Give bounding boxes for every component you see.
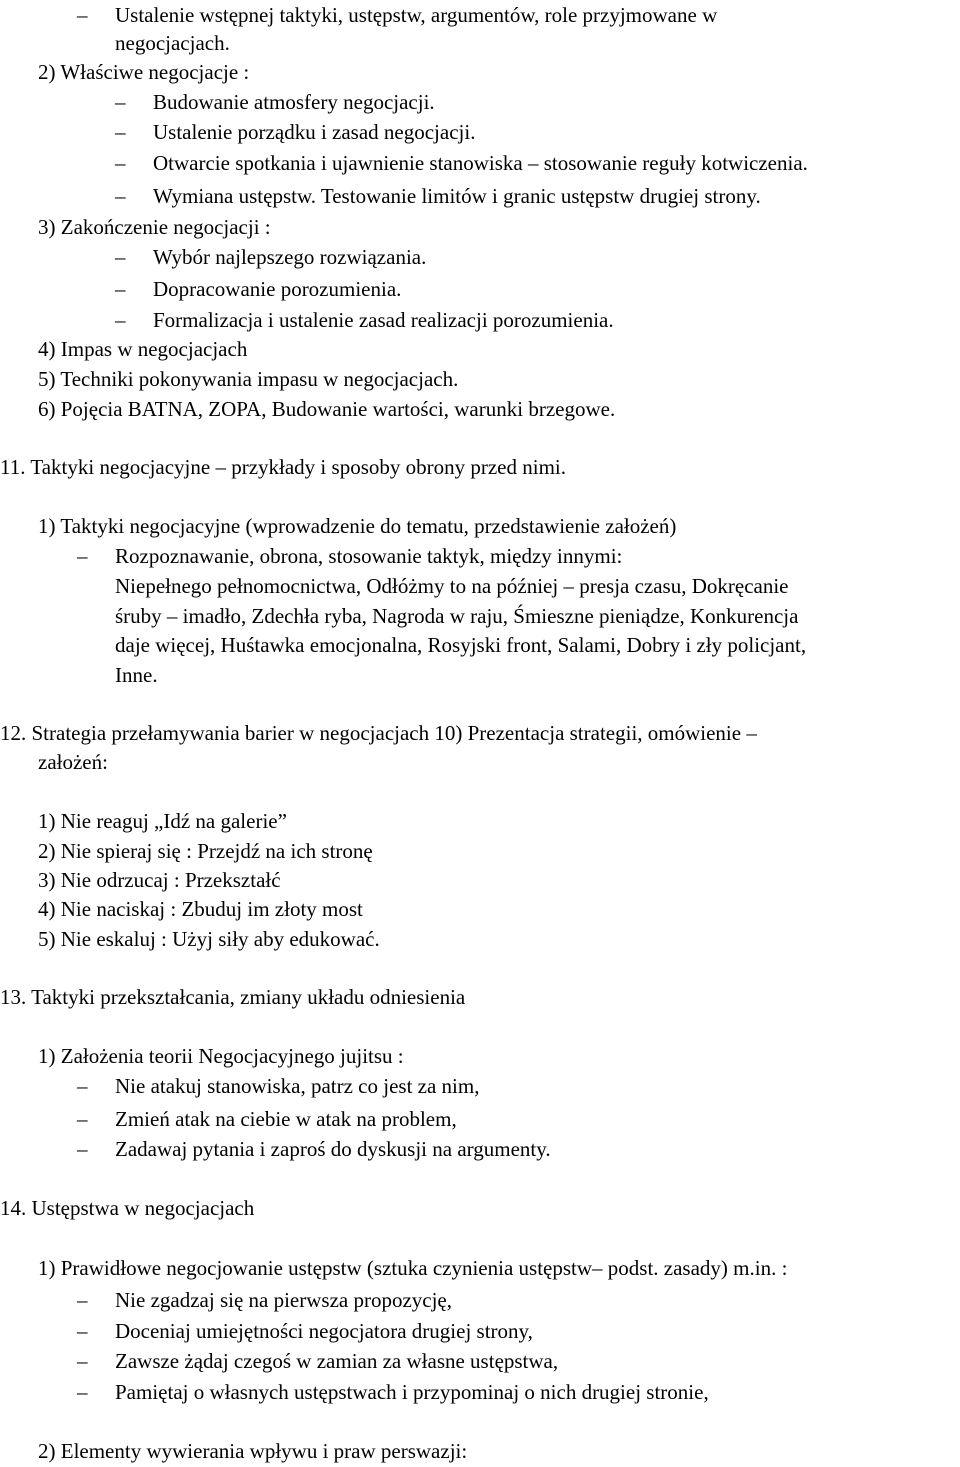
list-dash: – xyxy=(115,245,126,269)
list-dash: – xyxy=(77,1380,88,1404)
list-item: 5) Nie eskaluj : Użyj siły aby edukować. xyxy=(38,927,380,951)
list-dash: – xyxy=(77,1288,88,1312)
list-item: Otwarcie spotkania i ujawnienie stanowiska – stosowanie reguły kotwiczenia. xyxy=(153,151,808,175)
list-dash: – xyxy=(77,1107,88,1131)
section-heading: 11. Taktyki negocjacyjne – przykłady i sposoby obrony przed nimi. xyxy=(0,455,566,479)
list-dash: – xyxy=(77,3,88,27)
list-item: 1) Prawidłowe negocjowanie ustępstw (sztuka czynienia ustępstw– podst. zasady) m.in. : xyxy=(38,1256,788,1280)
list-dash: – xyxy=(115,151,126,175)
list-item: 1) Taktyki negocjacyjne (wprowadzenie do tematu, przedstawienie założeń) xyxy=(38,514,677,538)
list-item: Zmień atak na ciebie w atak na problem, xyxy=(115,1107,457,1131)
list-item: Doceniaj umiejętności negocjatora drugiej strony, xyxy=(115,1319,533,1343)
list-item: Zawsze żądaj czegoś w zamian za własne ustępstwa, xyxy=(115,1349,559,1373)
list-item: Zadawaj pytania i zaproś do dyskusji na argumenty. xyxy=(115,1137,551,1161)
list-item: Budowanie atmosfery negocjacji. xyxy=(153,90,435,114)
list-item: Ustalenie porządku i zasad negocjacji. xyxy=(153,120,476,144)
list-item: Dopracowanie porozumienia. xyxy=(153,277,402,301)
list-item: 2) Właściwe negocjacje : xyxy=(38,60,250,84)
list-item: 5) Techniki pokonywania impasu w negocjacjach. xyxy=(38,367,459,391)
list-dash: – xyxy=(115,120,126,144)
paragraph-line: Inne. xyxy=(115,663,158,687)
list-item: 1) Założenia teorii Negocjacyjnego jujitsu : xyxy=(38,1044,404,1068)
list-dash: – xyxy=(77,544,88,568)
paragraph-line: śruby – imadło, Zdechła ryba, Nagroda w raju, Śmieszne pieniądze, Konkurencja xyxy=(115,604,799,628)
list-item: Wybór najlepszego rozwiązania. xyxy=(153,245,427,269)
list-item: 6) Pojęcia BATNA, ZOPA, Budowanie wartości, warunki brzegowe. xyxy=(38,397,616,421)
list-dash: – xyxy=(77,1137,88,1161)
section-heading: 13. Taktyki przekształcania, zmiany układu odniesienia xyxy=(0,985,466,1009)
list-item: Pamiętaj o własnych ustępstwach i przypominaj o nich drugiej stronie, xyxy=(115,1380,709,1404)
list-dash: – xyxy=(115,277,126,301)
list-item: Rozpoznawanie, obrona, stosowanie taktyk, między innymi: xyxy=(115,544,623,568)
list-item-continuation: negocjacjach. xyxy=(115,31,230,55)
section-heading: 12. Strategia przełamywania barier w negocjacjach 10) Prezentacja strategii, omówienie – xyxy=(0,721,757,745)
list-item: 3) Zakończenie negocjacji : xyxy=(38,215,271,239)
list-dash: – xyxy=(115,90,126,114)
section-heading-continuation: założeń: xyxy=(38,750,108,774)
list-dash: – xyxy=(77,1319,88,1343)
list-item: 4) Nie naciskaj : Zbuduj im złoty most xyxy=(38,897,363,921)
section-heading: 14. Ustępstwa w negocjacjach xyxy=(0,1196,255,1220)
list-dash: – xyxy=(115,308,126,332)
list-item: 3) Nie odrzucaj : Przekształć xyxy=(38,868,281,892)
list-item: Nie atakuj stanowiska, patrz co jest za nim, xyxy=(115,1074,480,1098)
list-dash: – xyxy=(77,1074,88,1098)
list-item: 2) Nie spieraj się : Przejdź na ich stronę xyxy=(38,839,373,863)
list-item: 2) Elementy wywierania wpływu i praw perswazji: xyxy=(38,1439,468,1463)
list-item: Wymiana ustępstw. Testowanie limitów i granic ustępstw drugiej strony. xyxy=(153,184,761,208)
list-item: Nie zgadzaj się na pierwsza propozycję, xyxy=(115,1288,453,1312)
list-dash: – xyxy=(115,184,126,208)
list-item: Formalizacja i ustalenie zasad realizacji porozumienia. xyxy=(153,308,614,332)
paragraph-line: daje więcej, Huśtawka emocjonalna, Rosyjski front, Salami, Dobry i zły policjant, xyxy=(115,633,807,657)
paragraph-line: Niepełnego pełnomocnictwa, Odłóżmy to na później – presja czasu, Dokręcanie xyxy=(115,574,789,598)
list-dash: – xyxy=(77,1349,88,1373)
list-item: 4) Impas w negocjacjach xyxy=(38,337,248,361)
list-item: 1) Nie reaguj „Idź na galerie” xyxy=(38,809,287,833)
list-item: Ustalenie wstępnej taktyki, ustępstw, argumentów, role przyjmowane w xyxy=(115,3,718,27)
